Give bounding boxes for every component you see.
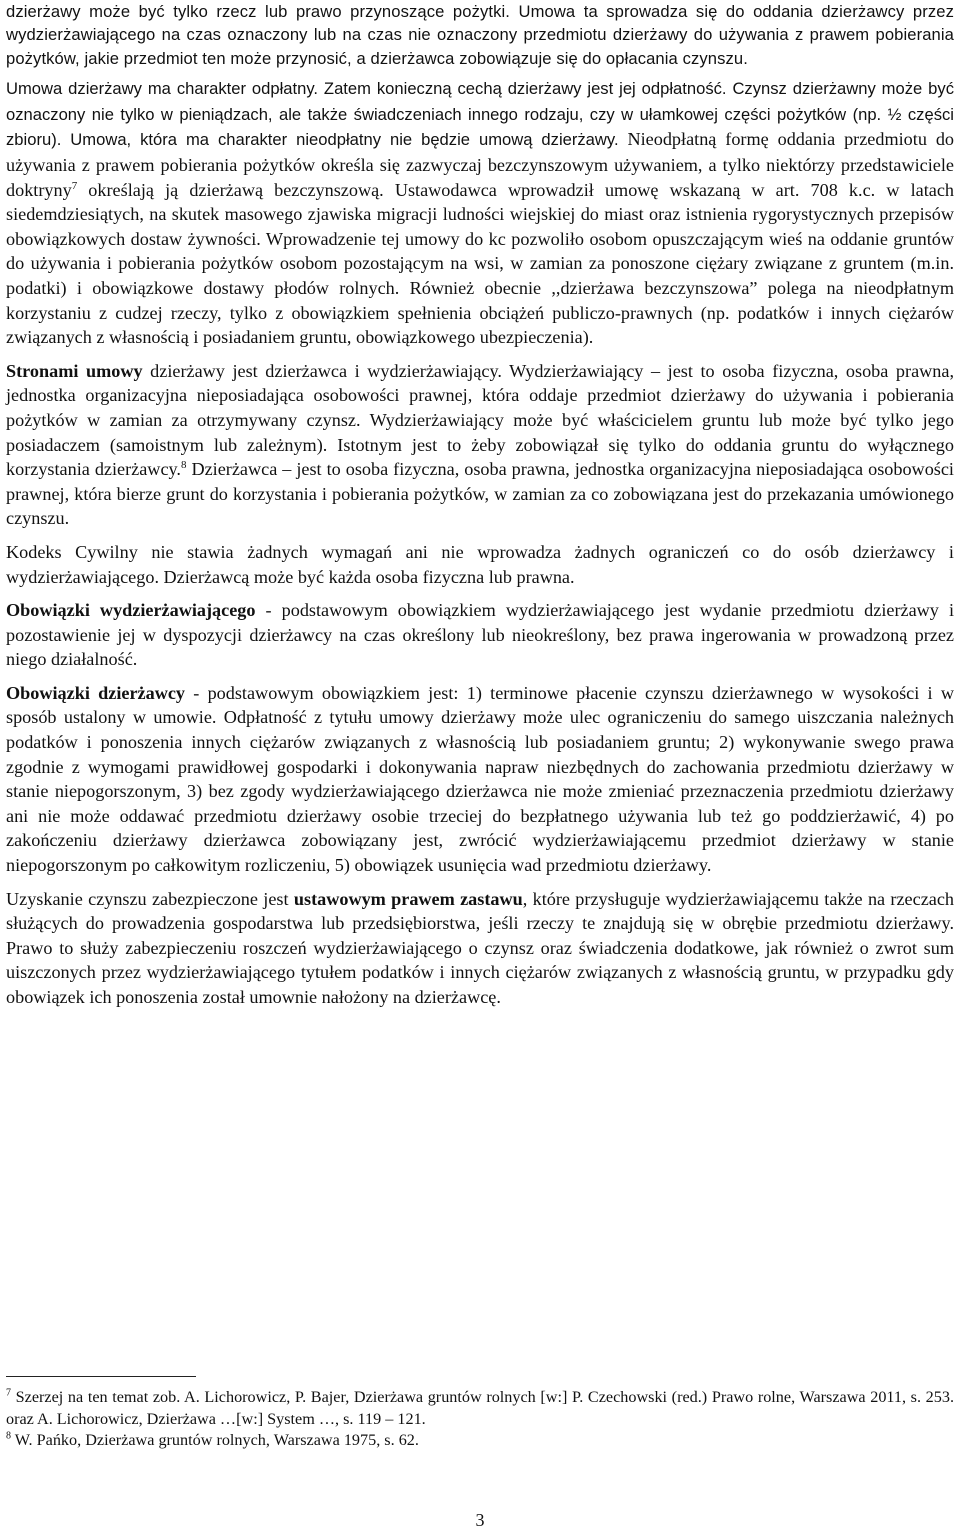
paragraph-kodeks-text: Kodeks Cywilny nie stawia żadnych wymagań ani nie wprowadza żadnych ograniczeń co do osób dzierżawcy i wydzierżawiającego. Dzierżawcą może być każda osoba fizyczna lub prawna.	[6, 541, 954, 587]
paragraph-zastaw-text-a: Uzyskanie czynszu zabezpieczone jest	[6, 888, 294, 909]
paragraph-strony-umowy	[6, 359, 954, 531]
footnote-number: 7	[6, 1387, 11, 1399]
paragraph-obowiazki-wydz-text: - podstawowym obowiązkiem wydzierżawiającego jest wydanie przedmiotu dzierżawy i pozostawienie jej w dyspozycji dzierżawcy na czas określony lub nieokreślony, bez prawa ingerowania w prowadzoną przez niego działalność.	[6, 600, 955, 670]
paragraph-strony-text-b: Dzierżawca – jest to osoba fizyczna, osoba prawna, jednostka organizacyjna nieposiadająca osobowości prawnej, która bierze grunt do korzystania i pobierania pożytków, w zamian za co zobowiązana jest do przekazania umówionego czynszu.	[6, 459, 954, 529]
paragraph-zastaw-text-b: , które przysługuje wydzierżawiającemu także na rzeczach służących do prowadzenia gospodarstwa lub przedsiębiorstwa, jeśli rzeczy te znajdują się w obrębie przedmiotu dzierżawy. Prawo to służy zabezpieczeniu roszczeń wydzierżawiającego o czynsz oraz świadczenia dodatkowe, jak również o zwrot sum uiszczonych przez wydzierżawiającego tytułem podatków i innych ciężarów związanych z własnością gruntu, w przypadku gdy obowiązek ich ponoszenia został umownie nałożony na dzierżawcę.	[6, 888, 955, 1007]
document-page	[6, 0, 954, 1019]
footnote-text: Szerzej na ten temat zob. A. Lichorowicz, P. Bajer, Dzierżawa gruntów rolnych [w:] P. Czechowski (red.) Prawo rolne, Warszawa 2011, s. 253. oraz A. Lichorowicz, Dzierżawa …[w:] System …, s. 119 – 121.	[6, 1388, 954, 1428]
paragraph-strony-text-a: dzierżawy jest dzierżawca i wydzierżawiający. Wydzierżawiający – jest to osoba fizyczna, osoba prawna, jednostka organizacyjna nieposiadająca osobowości prawnej, która oddaje przedmiot dzierżawy do używania i pobierania pożytków w zamian za otrzymywany czynsz. Wydzierżawiający może być właścicielem gruntu lub może być tylko jego posiadaczem (samoistnym lub zależnym). Istotnym jest to żeby zobowiązał się tylko do oddania gruntu do wyłącznego korzystania dzierżawcy.	[6, 360, 954, 480]
heading-obowiazki-wydzierzawiajacego: Obowiązki wydzierżawiającego	[6, 600, 256, 621]
paragraph-obowiazki-dzierz-text: - podstawowym obowiązkiem jest: 1) terminowe płacenie czynszu dzierżawnego w wysokości i w sposób ustalony w umowie. Odpłatność z tytułu umowy dzierżawy może ulec ograniczeniu do samego uiszczania należnych podatków i ponoszenia innych ciężarów związanych z własnością lub posiadaniem gruntu; 2) wykonywanie swego prawa zgodnie z wymogami prawidłowej gospodarki i dokonywania napraw niezbędnych do zachowania przedmiotu dzierżawy w stanie niepogorszonym, 3) bez zgody wydzierżawiającego dzierżawca nie może zmieniać przeznaczenia przedmiotu dzierżawy ani nie może oddawać przedmiotu dzierżawy osobie trzeciej do bezpłatnego używania lub też go poddzierżawić, 4) po zakończeniu dzierżawy dzierżawca zobowiązany jest, zwrócić wydzierżawiającemu przedmiot dzierżawy w stanie niepogorszonym po całkowitym rozliczeniu, 5) obowiązek usunięcia wad przedmiotu dzierżawy.	[6, 682, 954, 876]
paragraph-odplatnosc-text-b: określają ją dzierżawą bezczynszową. Ustawodawca wprowadził umowę wskazaną w art. 708 k.c. w latach siedemdziesiątych, na skutek masowego zjawiska migracji ludności wiejskiej do miast oraz istnienia rygorystycznych przepisów obowiązkowych dostaw żywności. Wprowadzenie tej umowy do kc pozwoliło osobom opuszczającym wieś na oddanie gruntów do używania i pobierania pożytków osobom pozostającym na wsi, w zamian za ponoszone ciężary związane z gruntem (m.in. podatki) i obowiązkowe dostawy płodów rolnych. Również obecnie ,,dzierżawa bezczynszowa” polega na nieodpłatnym korzystaniu z cudzej rzeczy, tylko z obowiązkiem spełnienia obciążeń publiczo-prawnych (np. podatków i innych ciężarów związanych z własnością i posiadaniem gruntu, obowiązkowego ubezpieczenia).	[6, 179, 954, 348]
footnote-ref-7[interactable]: 7	[71, 179, 78, 192]
paragraph-obowiazki-wydzierzawiajacego	[6, 598, 954, 672]
paragraph-odplatnosc	[6, 76, 954, 350]
footnote-text: W. Pańko, Dzierżawa gruntów rolnych, Warszawa 1975, s. 62.	[11, 1431, 419, 1449]
paragraph-obowiazki-dzierzawcy	[6, 681, 954, 878]
footnote-8	[6, 1430, 954, 1452]
heading-obowiazki-dzierzawcy: Obowiązki dzierżawcy	[6, 682, 185, 703]
page-number: 3	[475, 1510, 485, 1530]
footnote-number: 8	[6, 1430, 11, 1442]
footnotes-section	[6, 1376, 954, 1452]
paragraph-intro	[6, 0, 954, 70]
footnote-divider	[6, 1376, 196, 1377]
paragraph-prawo-zastawu	[6, 887, 954, 1010]
paragraph-odplatnosc-sans-text: Umowa dzierżawy ma charakter odpłatny. Zatem konieczną cechą dzierżawy jest jej odpłatność. Czynsz dzierżawny może być oznaczony nie tylko w pieniądzach, ale także świadczeniach innego rodzaju, czy w ułamkowej części pożytków (np. ½ części zbioru). Umowa, która ma charakter nieodpłatny nie będzie umową dzierżawy.	[6, 79, 954, 150]
footnote-ref-8[interactable]: 8	[180, 459, 187, 472]
paragraph-intro-text: dzierżawy może być tylko rzecz lub prawo przynoszące pożytki. Umowa ta sprowadza się do oddania dzierżawcy przez wydzierżawiającego na czas oznaczony lub na czas nie oznaczony przedmiotu dzierżawy do używania z prawem pobierania pożytków, jakie przedmiot ten może przynosić, a dzierżawca zobowiązuje się do opłacania czynszu.	[6, 2, 954, 68]
heading-stronami-umowy: Stronami umowy	[6, 360, 143, 381]
term-ustawowe-prawo-zastawu: ustawowym prawem zastawu	[293, 888, 523, 909]
paragraph-odplatnosc-text-a: Nieodpłatną formę oddania przedmiotu do używania z prawem pobierania pożytków określa się zazwyczaj bezczynszowym używaniem, a tylko niektórzy przedstawiciele doktryny	[6, 129, 955, 200]
paragraph-kodeks-cywilny	[6, 540, 954, 589]
footnote-7	[6, 1387, 954, 1430]
